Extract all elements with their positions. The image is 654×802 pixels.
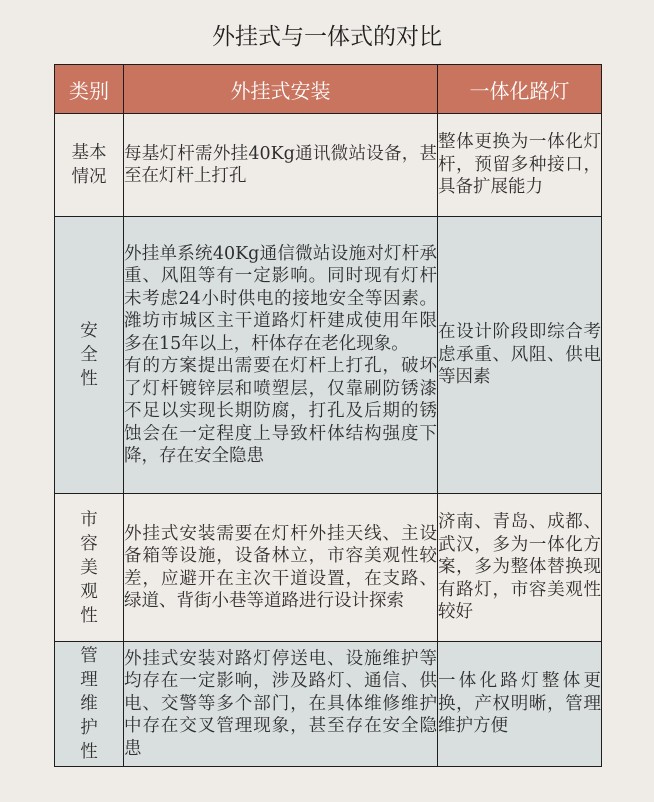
table-row-basic-situation (55, 114, 602, 217)
category-cell (55, 642, 124, 767)
external-cell (124, 494, 438, 642)
external-cell (124, 114, 438, 217)
table-row-management-maintenance (55, 642, 602, 767)
table-row-city-appearance (55, 494, 602, 642)
comparison-table (54, 64, 602, 767)
category-cell (55, 217, 124, 494)
category-label: 管理维护性 (80, 646, 98, 762)
category-label: 市容美观性 (80, 509, 98, 626)
integrated-cell (438, 217, 602, 494)
category-label: 基本情况 (71, 143, 107, 187)
category-cell (55, 114, 124, 217)
table-row-safety (55, 217, 602, 494)
header-external-installation: 外挂式安装 (124, 65, 438, 114)
header-integrated-streetlight: 一体化路灯 (438, 65, 602, 114)
integrated-cell (438, 642, 602, 767)
integrated-text: 整体更换为一体化灯杆，预留多种接口，具备扩展能力 (438, 132, 601, 198)
integrated-text: 在设计阶段即综合考虑承重、风阻、供电等因素 (438, 322, 601, 388)
external-cell (124, 642, 438, 767)
external-text: 外挂式安装对路灯停送电、设施维护等均存在一定影响，涉及路灯、通信、供电、交警等多个部门，在具体维修维护中存在交叉管理现象，甚至存在安全隐患 (124, 648, 437, 759)
integrated-cell (438, 494, 602, 642)
integrated-text: 济南、青岛、成都、武汉，多为一体化方案，多为整体替换现有路灯，市容美观性较好 (438, 512, 601, 623)
external-text: 外挂式安装需要在灯杆外挂天线、主设备箱等设施，设备林立，市容美观性较差，应避开在主次干道设置，在支路、绿道、背街小巷等道路进行设计探索 (124, 523, 437, 611)
category-cell (55, 494, 124, 642)
header-category: 类别 (55, 65, 124, 114)
integrated-text: 一体化路灯整体更换，产权明晰，管理维护方便 (438, 671, 601, 737)
table-header-row (55, 65, 602, 114)
external-text-paragraph-1: 外挂单系统40Kg通信微站设施对灯杆承重、风阻等有一定影响。同时现有灯杆未考虑24小时供电的接地安全等因素。潍坊市城区主干道路灯杆建成使用年限多在15年以上，杆体存在老化现象。 (124, 243, 437, 354)
category-label: 安全性 (80, 321, 98, 389)
page-title: 外挂式与一体式的对比 (212, 24, 442, 50)
integrated-cell (438, 114, 602, 217)
external-cell (124, 217, 438, 494)
external-text-paragraph-2: 有的方案提出需要在灯杆上打孔，破坏了灯杆镀锌层和喷塑层，仅靠刷防锈漆不足以实现长期防腐，打孔及后期的锈蚀会在一定程度上导致杆体结构强度下降，存在安全隐患 (124, 356, 437, 466)
external-text: 每基灯杆需外挂40Kg通讯微站设备，甚至在灯杆上打孔 (124, 143, 437, 186)
